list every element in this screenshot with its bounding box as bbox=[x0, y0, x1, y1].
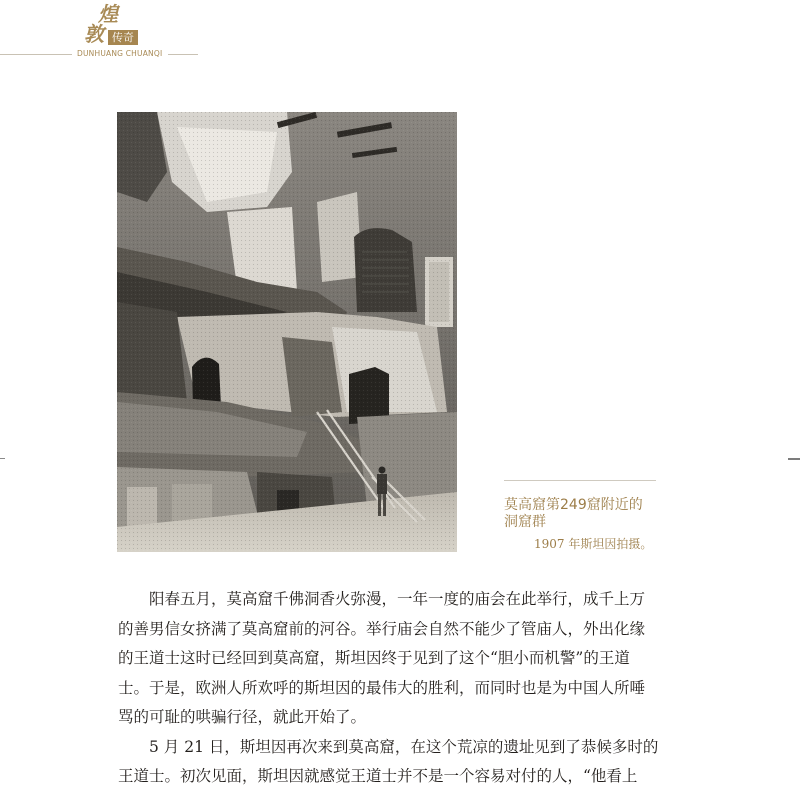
running-head-seal: 传奇 bbox=[108, 30, 138, 45]
running-head-char-bottom: 敦 bbox=[84, 22, 104, 46]
photo-caption-title bbox=[504, 497, 664, 531]
paragraph-1 bbox=[118, 585, 658, 733]
text-line: 的善男信女挤满了莫高窟前的河谷。举行庙会自然不能少了管庙人，外出化缘 bbox=[118, 619, 646, 638]
photo-caption-credit: 1907 年斯坦因拍摄。 bbox=[534, 537, 653, 551]
text-line: 5 月 21 日，斯坦因再次来到莫高窟，在这个荒凉的遗址见到了恭候多时的 bbox=[149, 737, 659, 756]
historic-photograph bbox=[117, 112, 457, 552]
page-tick-left bbox=[0, 458, 5, 459]
caption-title-line-1: 莫高窟第249窟附近的 bbox=[504, 497, 643, 513]
running-head-latin: DUNHUANG CHUANQI bbox=[77, 49, 163, 58]
cave-photo-illustration bbox=[117, 112, 457, 552]
text-line: 士。于是，欧洲人所欢呼的斯坦因的最伟大的胜利，而同时也是为中国人所唾 bbox=[118, 678, 646, 697]
running-head bbox=[0, 0, 220, 64]
running-head-char-top: 煌 bbox=[98, 2, 118, 26]
caption-title-line-2: 洞窟群 bbox=[504, 514, 546, 530]
text-line: 王道士。初次见面，斯坦因就感觉王道士并不是一个容易对付的人，“他看上 bbox=[118, 767, 638, 785]
text-line: 阳春五月，莫高窟千佛洞香火弥漫，一年一度的庙会在此举行，成千上万 bbox=[149, 590, 646, 608]
running-head-rule-left bbox=[0, 54, 72, 55]
body-text bbox=[118, 585, 658, 792]
page-tick-right bbox=[788, 458, 800, 460]
text-line: 的王道士这时已经回到莫高窟，斯坦因终于见到了这个“胆小而机警”的王道 bbox=[118, 649, 630, 667]
running-head-rule-right bbox=[168, 54, 198, 55]
paragraph-2 bbox=[118, 733, 658, 792]
text-line: 骂的可耻的哄骗行径，就此开始了。 bbox=[118, 708, 367, 726]
caption-rule bbox=[504, 480, 656, 481]
